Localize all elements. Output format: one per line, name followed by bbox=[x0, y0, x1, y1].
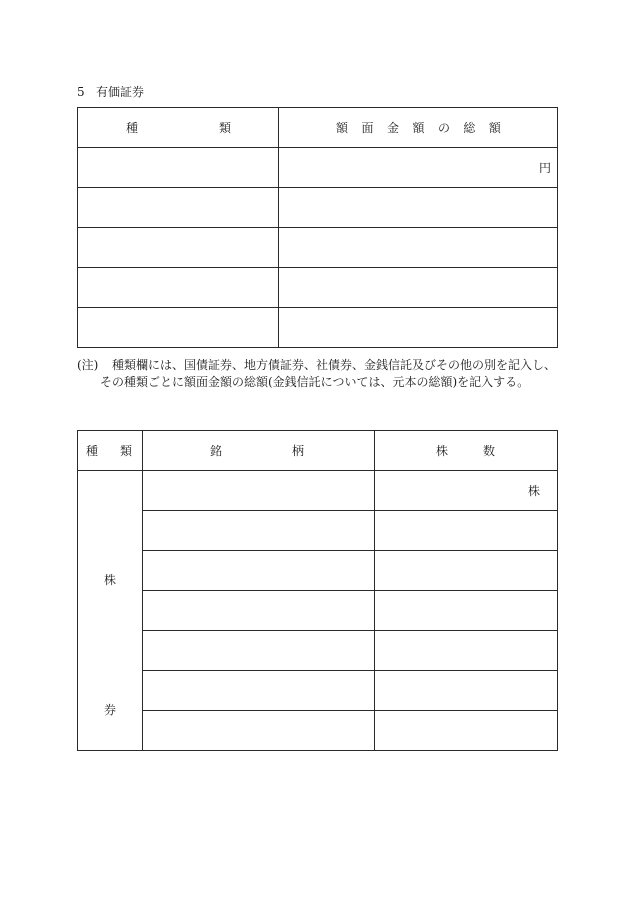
header-character: 類 bbox=[218, 120, 231, 135]
table-row bbox=[78, 591, 558, 631]
table-row bbox=[78, 511, 558, 551]
issue-cell bbox=[143, 711, 375, 751]
header-character: の bbox=[437, 120, 450, 135]
note-label: (注) bbox=[77, 358, 99, 372]
header-character: 銘 bbox=[210, 443, 223, 458]
section-heading: 有価証券 bbox=[96, 85, 145, 99]
header-issue-label bbox=[143, 443, 374, 459]
header-character: 額 bbox=[488, 120, 501, 135]
header-type-cell bbox=[78, 431, 143, 471]
header-total-face-value-cell bbox=[279, 108, 558, 148]
table-row bbox=[78, 148, 558, 188]
shares-cell bbox=[375, 511, 558, 551]
table-row bbox=[78, 671, 558, 711]
stock-type-merged-cell bbox=[78, 471, 143, 751]
header-shares-label bbox=[375, 443, 557, 459]
header-character: 総 bbox=[463, 120, 476, 135]
type-cell bbox=[78, 188, 279, 228]
table-row bbox=[78, 308, 558, 348]
header-character: 種 bbox=[86, 443, 99, 458]
header-type-label bbox=[78, 443, 142, 459]
issue-cell bbox=[143, 551, 375, 591]
header-total-face-value-label bbox=[279, 120, 557, 136]
header-issue-cell bbox=[143, 431, 375, 471]
issue-cell bbox=[143, 671, 375, 711]
shares-cell bbox=[375, 631, 558, 671]
type-cell bbox=[78, 268, 279, 308]
shares-unit-label: 株 bbox=[527, 483, 540, 498]
section-number: 5 bbox=[77, 85, 85, 99]
header-character: 数 bbox=[482, 443, 495, 458]
yen-unit-label: 円 bbox=[538, 160, 551, 175]
header-character: 柄 bbox=[291, 443, 304, 458]
header-character: 種 bbox=[126, 120, 139, 135]
type-cell bbox=[78, 148, 279, 188]
shares-cell bbox=[375, 551, 558, 591]
header-character: 類 bbox=[119, 443, 132, 458]
note-line-2: その種類ごとに額面金額の総額(金銭信託については、元本の総額)を記入する。 bbox=[100, 375, 530, 389]
stock-table bbox=[77, 430, 558, 751]
table-header-row bbox=[78, 431, 558, 471]
stock-type-label-top: 株 bbox=[103, 572, 116, 587]
header-character: 株 bbox=[436, 443, 449, 458]
header-character: 額 bbox=[412, 120, 425, 135]
header-type-label bbox=[78, 120, 278, 136]
total-face-value-cell bbox=[279, 308, 558, 348]
total-face-value-cell bbox=[279, 268, 558, 308]
issue-cell bbox=[143, 631, 375, 671]
shares-cell bbox=[375, 591, 558, 631]
note-line-1: 種類欄には、国債証券、地方債証券、社債券、金銭信託及びその他の別を記入し、 bbox=[112, 358, 557, 372]
securities-table bbox=[77, 107, 558, 348]
issue-cell bbox=[143, 511, 375, 551]
shares-cell bbox=[375, 711, 558, 751]
issue-cell bbox=[143, 591, 375, 631]
issue-cell bbox=[143, 471, 375, 511]
section-title bbox=[77, 84, 144, 100]
table-row bbox=[78, 188, 558, 228]
table-row bbox=[78, 268, 558, 308]
table-row bbox=[78, 228, 558, 268]
type-cell bbox=[78, 308, 279, 348]
total-face-value-cell bbox=[279, 188, 558, 228]
stock-type-label-bottom: 券 bbox=[103, 702, 116, 717]
table-row bbox=[78, 631, 558, 671]
table-row bbox=[78, 551, 558, 591]
total-face-value-cell bbox=[279, 228, 558, 268]
total-face-value-cell bbox=[279, 148, 558, 188]
type-cell bbox=[78, 228, 279, 268]
shares-cell bbox=[375, 671, 558, 711]
note bbox=[77, 357, 556, 391]
header-character: 額 bbox=[336, 120, 349, 135]
shares-cell bbox=[375, 471, 558, 511]
header-character: 金 bbox=[386, 120, 399, 135]
table-row bbox=[78, 711, 558, 751]
header-character: 面 bbox=[361, 120, 374, 135]
table-header-row bbox=[78, 108, 558, 148]
header-type-cell bbox=[78, 108, 279, 148]
header-shares-cell bbox=[375, 431, 558, 471]
table-row bbox=[78, 471, 558, 511]
